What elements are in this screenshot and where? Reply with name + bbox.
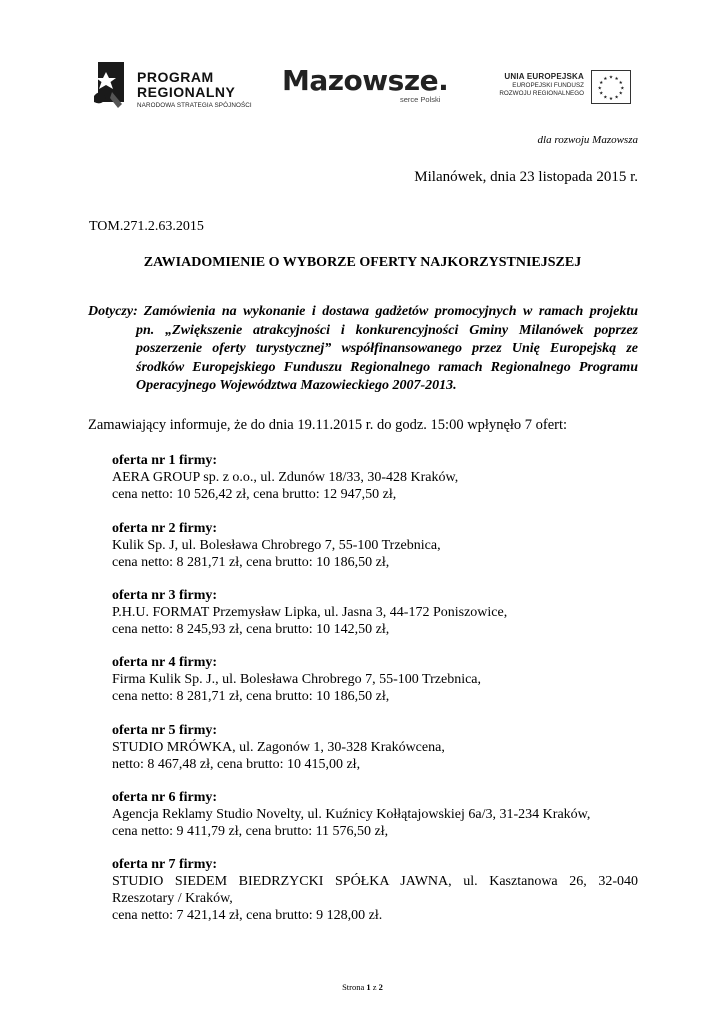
svg-text:★: ★	[599, 91, 604, 97]
svg-text:★: ★	[618, 80, 623, 86]
footer-total: 2	[378, 982, 383, 992]
offer-company: AERA GROUP sp. z o.o., ul. Zdunów 18/33, 30-428 Kraków,	[112, 470, 459, 485]
program-regionalny-mark-icon	[92, 58, 128, 110]
offer-price: cena netto: 7 421,14 zł, cena brutto: 9 128,00 zł.	[112, 908, 383, 923]
svg-text:★: ★	[608, 75, 614, 81]
tagline: dla rozwoju Mazowsza	[537, 134, 638, 146]
offer-title: oferta nr 3 firmy:	[112, 588, 218, 603]
offer-company: STUDIO MRÓWKA, ul. Zagonów 1, 30-328 Krakówcena,	[112, 740, 445, 755]
offer-price: cena netto: 10 526,42 zł, cena brutto: 12 947,50 zł,	[112, 487, 397, 502]
offer-price: cena netto: 8 281,71 zł, cena brutto: 10 186,50 zł,	[112, 689, 390, 704]
offer-title: oferta nr 4 firmy:	[112, 655, 218, 670]
offer-price: cena netto: 9 411,79 zł, cena brutto: 11 576,50 zł,	[112, 824, 389, 839]
subject-block	[88, 303, 638, 396]
offer-title: oferta nr 2 firmy:	[112, 521, 218, 536]
offer-company: Kulik Sp. J, ul. Bolesława Chrobrego 7, 55-100 Trzebnica,	[112, 538, 441, 553]
place-date: Milanówek, dnia 23 listopada 2015 r.	[414, 169, 638, 185]
offer-item	[112, 520, 638, 571]
eu-logo-text	[499, 72, 584, 98]
subject-line-4: środków Europejskiego Funduszu Regionalnego ramach Regionalnego Programu	[136, 359, 638, 375]
offer-price: cena netto: 8 245,93 zł, cena brutto: 10 142,50 zł,	[112, 622, 390, 637]
svg-text:★: ★	[599, 80, 604, 86]
offer-company: Agencja Reklamy Studio Novelty, ul. Kuźnicy Kołłątajowskiej 6a/3, 31-234 Kraków,	[112, 807, 591, 822]
subject-line-1: Zamówienia na wykonanie i dostawa gadżetów promocyjnych w ramach projektu	[143, 304, 638, 319]
reference-number: TOM.271.2.63.2015	[89, 219, 204, 234]
eu-flag-icon	[591, 70, 631, 104]
offer-item	[112, 856, 638, 924]
subject-label: Dotyczy:	[88, 304, 138, 319]
intro-text: Zamawiający informuje, że do dnia 19.11.2015 r. do godz. 15:00 wpłynęło 7 ofert:	[88, 417, 568, 433]
eu-logo-line3: ROZWOJU REGIONALNEGO	[499, 90, 584, 97]
page-footer	[0, 982, 725, 992]
mazowsze-wordmark-icon	[280, 64, 465, 98]
offer-company: STUDIO SIEDEM BIEDRZYCKI SPÓŁKA JAWNA, ul. Kasztanowa 26, 32-040	[112, 874, 638, 889]
footer-page: 1	[366, 982, 371, 992]
svg-text:★: ★	[597, 86, 602, 92]
offer-title: oferta nr 5 firmy:	[112, 723, 218, 738]
eu-logo-line2: EUROPEJSKI FUNDUSZ	[512, 82, 584, 89]
offer-title: oferta nr 1 firmy:	[112, 453, 218, 468]
offer-item	[112, 452, 638, 503]
footer-label: Strona	[342, 982, 365, 992]
offer-price: cena netto: 8 281,71 zł, cena brutto: 10 186,50 zł,	[112, 555, 390, 570]
eu-logo-line1: UNIA EUROPEJSKA	[504, 72, 584, 81]
offer-company: Firma Kulik Sp. J., ul. Bolesława Chrobrego 7, 55-100 Trzebnica,	[112, 672, 482, 687]
offer-item	[112, 789, 638, 840]
offer-company: P.H.U. FORMAT Przemysław Lipka, ul. Jasna 3, 44-172 Poniszowice,	[112, 605, 508, 620]
mazowsze-subtitle: serce Polski	[400, 95, 441, 104]
svg-text:★: ★	[618, 91, 623, 97]
offer-title: oferta nr 7 firmy:	[112, 857, 218, 872]
program-logo-line1: PROGRAM	[137, 69, 214, 85]
offer-title: oferta nr 6 firmy:	[112, 790, 218, 805]
offer-item	[112, 654, 638, 705]
mazowsze-wordmark: Mazowsze.	[282, 64, 449, 97]
eu-logo	[486, 70, 636, 104]
subject-line-5: Operacyjnego Województwa Mazowieckiego 2007-2013.	[136, 378, 457, 393]
svg-text:★: ★	[620, 86, 625, 92]
offer-company-cont: Rzeszotary / Kraków,	[112, 891, 233, 906]
offer-price: netto: 8 467,48 zł, cena brutto: 10 415,00 zł,	[112, 757, 361, 772]
footer-sep: z	[372, 982, 377, 992]
svg-text:★: ★	[603, 95, 608, 101]
program-logo-line2: REGIONALNY	[137, 84, 236, 100]
mazowsze-logo	[280, 64, 465, 106]
subject-line-3: poszerzenie oferty turystycznej” współfinansowanego przez Unię Europejską ze	[136, 341, 638, 356]
svg-text:★: ★	[614, 95, 619, 101]
program-regionalny-logo	[92, 58, 262, 110]
offer-item	[112, 722, 638, 773]
offer-item	[112, 587, 638, 638]
svg-text:★: ★	[608, 97, 614, 103]
svg-text:★: ★	[603, 77, 608, 83]
document-heading: ZAWIADOMIENIE O WYBORZE OFERTY NAJKORZYSTNIEJSZEJ	[143, 255, 582, 270]
program-logo-line3: NARODOWA STRATEGIA SPÓJNOŚCI	[137, 102, 252, 109]
subject-line-2: pn. „Zwiększenie atrakcyjności i konkurencyjności Gminy Milanówek poprzez	[136, 322, 638, 338]
svg-text:★: ★	[614, 77, 619, 83]
